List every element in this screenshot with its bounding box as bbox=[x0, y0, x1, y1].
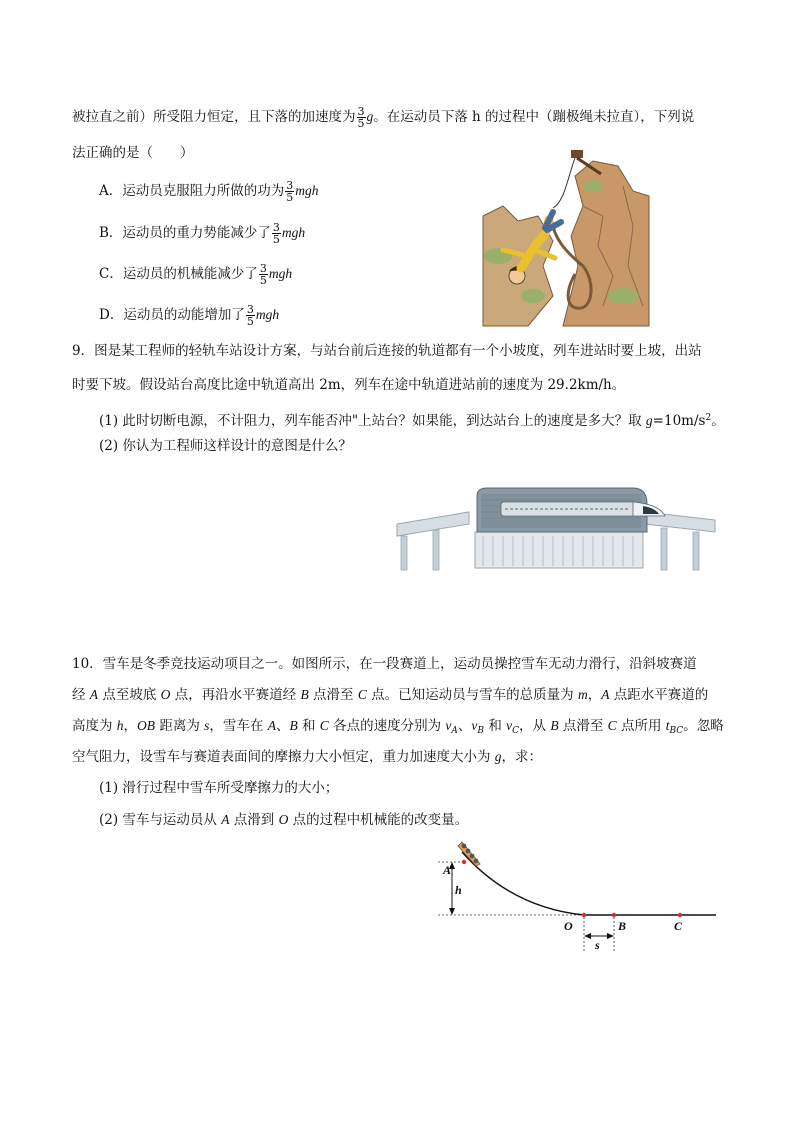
q9-line-1: 9．图是某工程师的轻轨车站设计方案，与站台前后连接的轨道都有一个小坡度，列车进站时要上坡，出站 bbox=[72, 343, 702, 359]
q10-sub-2: (2) 雪车与运动员从 A 点滑到 O 点的过程中机械能的改变量。 bbox=[99, 812, 469, 828]
q8-g-symbol: g bbox=[366, 109, 374, 124]
label-h: h bbox=[455, 883, 462, 897]
q8-option-b: B．运动员的重力势能减少了 $\frac{3}{5}$ mgh bbox=[99, 221, 306, 246]
q8-line-1 bbox=[72, 106, 694, 129]
bobsled-icon bbox=[458, 842, 480, 866]
bobsled-track-diagram bbox=[434, 838, 724, 958]
q9-line-2: 时要下坡。假设站台高度比途中轨道高出 2m，列车在途中轨道进站前的速度为 29.2km/h。 bbox=[72, 377, 626, 393]
label-o: O bbox=[564, 919, 573, 933]
q10-line-2: 经 A 点至坡底 O 点，再沿水平赛道经 B 点滑至 C 点。已知运动员与雪车的总质量为 m，A 点距水平赛道的 bbox=[72, 687, 709, 703]
label-b: B bbox=[618, 919, 627, 933]
slope-track bbox=[462, 852, 584, 915]
train-station-illustration bbox=[397, 486, 719, 572]
q8-option-d: D．运动员的动能增加了 $\frac{3}{5}$ mgh bbox=[99, 303, 280, 328]
q8-line-2: 法正确的是（ ） bbox=[72, 145, 194, 161]
bungee-jumper-illustration bbox=[483, 146, 649, 326]
label-a: A bbox=[443, 863, 452, 877]
q8-line-1-text: 被拉直之前）所受阻力恒定，且下落的加速度为 bbox=[72, 109, 356, 125]
label-s: s bbox=[595, 938, 600, 952]
point-c bbox=[678, 913, 682, 917]
point-o bbox=[582, 913, 586, 917]
point-a bbox=[462, 860, 466, 864]
q9-sub-1: (1) 此时切断电源，不计阻力，列车能否冲"上站台？如果能，到达站台上的速度是多大？取 $g=10m/s^2$。 bbox=[99, 413, 725, 429]
q9-sub-2: (2) 你认为工程师这样设计的意图是什么？ bbox=[99, 438, 352, 454]
q10-line-1: 10．雪车是冬季竞技运动项目之一。如图所示，在一段赛道上，运动员操控雪车无动力滑行，沿斜坡赛道 bbox=[72, 656, 697, 672]
q8-line-1-tail: 。在运动员下落 h 的过程中（蹦极绳未拉直），下列说 bbox=[373, 109, 695, 125]
q10-line-3: 高度为 h，OB 距离为 s，雪车在 A、B 和 C 各点的速度分别为 $v_A$、$v_B$ 和 $v_C$，从 B 点滑至 C 点所用 $t_{BC}$。忽略 bbox=[72, 718, 724, 736]
q8-fraction: $\frac{3}{5}$ bbox=[357, 105, 365, 130]
q10-line-4: 空气阻力，设雪车与赛道表面间的摩擦力大小恒定，重力加速度大小为 g，求： bbox=[72, 749, 543, 765]
q8-option-c: C．运动员的机械能减少了 $\frac{3}{5}$ mgh bbox=[99, 262, 293, 287]
point-b bbox=[612, 913, 616, 917]
q10-sub-1: (1) 滑行过程中雪车所受摩擦力的大小； bbox=[99, 780, 339, 796]
q8-option-a: A．运动员克服阻力所做的功为 $\frac{3}{5}$ mgh bbox=[99, 179, 319, 204]
label-c: C bbox=[674, 919, 683, 933]
